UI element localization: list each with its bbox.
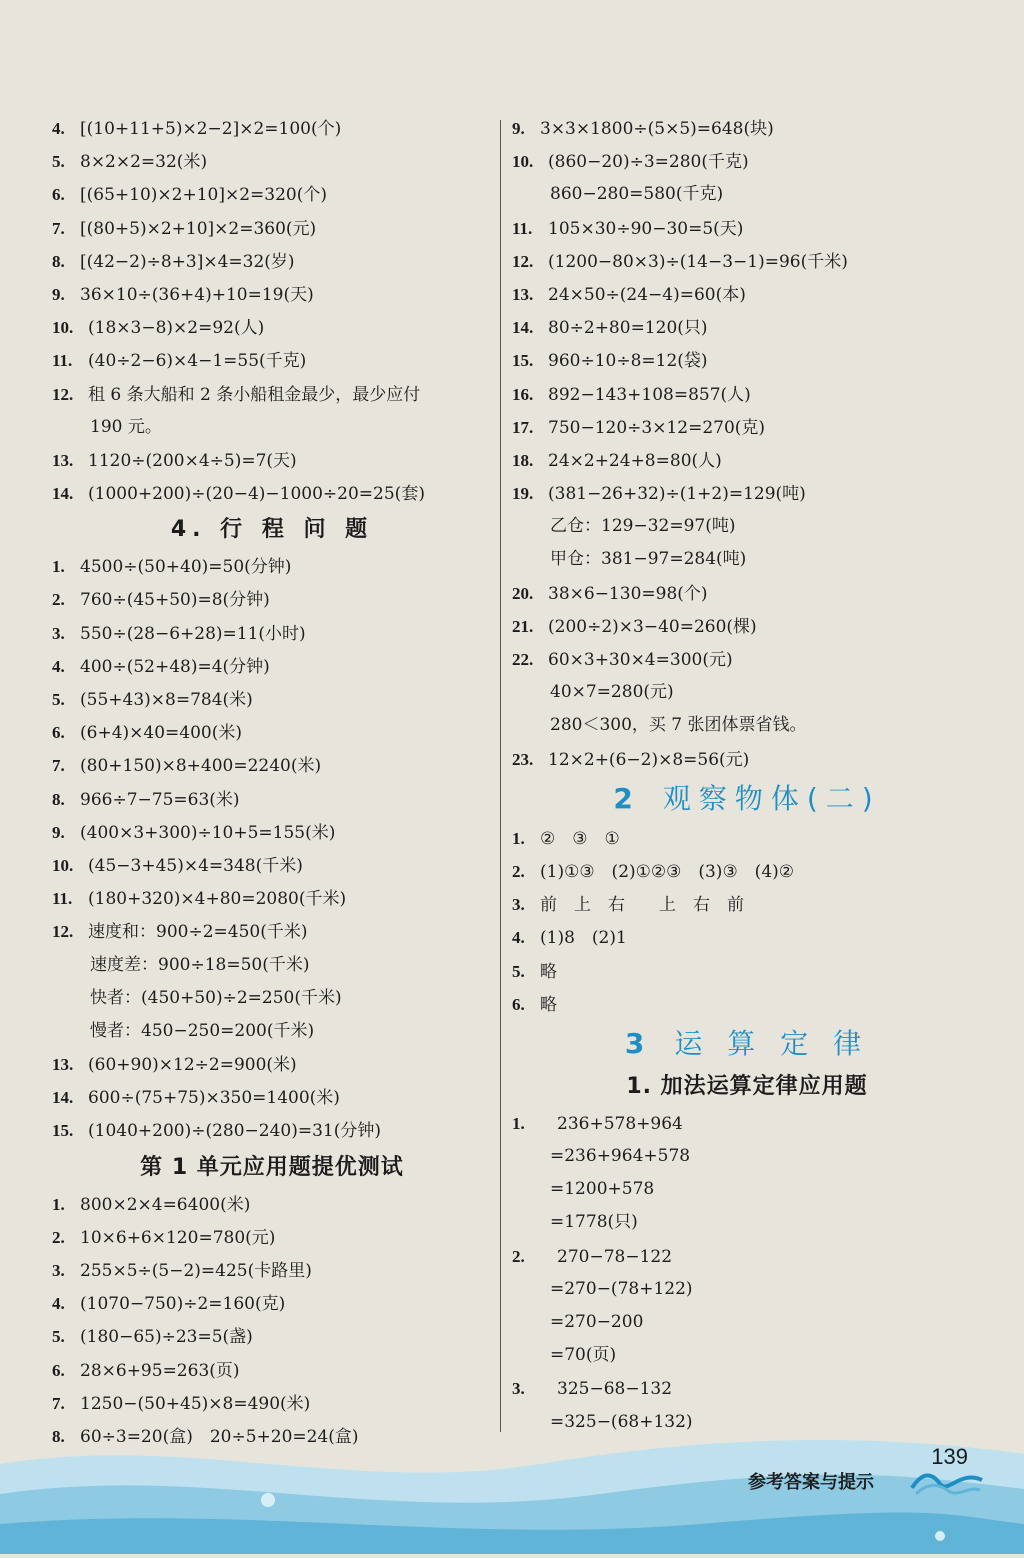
chapter-title: 观察物体(二) [662,781,881,815]
answer-text: 前 上 右 上 右 前 [540,895,744,916]
answer-text: =70(页) [550,1345,617,1366]
answer-number: 11. [512,218,533,238]
answer-text: 800×2×4=6400(米) [80,1194,251,1215]
answer-number: 3. [512,1379,525,1399]
answer-line [512,1240,982,1273]
answer-number: 14. [512,318,534,338]
answer-text: =236+964+578 [550,1146,691,1167]
answer-number: 12. [52,922,74,942]
answer-number: 9. [52,284,65,304]
answer-text: 速度和：900÷2=450(千米) [88,922,308,943]
answer-text: (180−65)÷23=5(盏) [80,1327,253,1348]
answer-line [512,178,982,211]
answer-text: 乙仓：129−32=97(吨) [550,516,736,537]
answer-text: 快者：(450+50)÷2=250(千米) [90,987,342,1008]
answer-text: (1040+200)÷(280−240)=31(分钟) [88,1121,382,1142]
column-divider [500,120,501,1432]
answer-line [52,1320,492,1353]
answer-line [52,650,492,683]
chapter-heading-observing-objects [512,776,982,822]
answer-number: 3. [512,895,525,915]
answer-line [512,278,982,311]
answer-number: 2. [52,590,65,610]
answer-line [512,676,982,709]
answer-line [52,344,492,377]
answer-number: 13. [512,284,534,304]
answer-text: [(65+10)×2+10]×2=320(个) [80,185,327,206]
answer-text: 236+578+964 [540,1113,683,1134]
answer-text: 慢者：450−250=200(千米) [90,1020,315,1041]
footer-title: 参考答案与提示 [748,1472,874,1493]
chapter-title: 运 算 定 律 [674,1026,870,1060]
answer-line [512,743,982,776]
answer-number: 21. [512,616,534,636]
answer-text: 1120÷(200×4÷5)=7(天) [88,450,297,471]
answer-text: 10×6+6×120=780(元) [80,1227,276,1248]
answer-text: 1250−(50+45)×8=490(米) [80,1393,311,1414]
page-number: 139 [931,1444,968,1469]
answer-line [512,344,982,377]
answer-number: 11. [52,351,73,371]
answer-text: 60×3+30×4=300(元) [548,650,733,670]
answer-number: 14. [52,1088,74,1108]
answer-line [52,1254,492,1287]
answer-number: 15. [512,351,534,371]
answer-text: 270−78−122 [540,1246,673,1267]
answer-text: (18×3−8)×2=92(人) [88,318,265,339]
answer-number: 4. [52,656,65,676]
answer-number: 4. [512,928,525,948]
answer-line [52,1015,492,1048]
answer-text: 3×3×1800÷(5×5)=648(块) [540,119,774,139]
footer-wave-band [0,1424,1024,1554]
answer-number: 7. [52,756,65,776]
answer-line [512,1140,982,1173]
answer-line [512,212,982,245]
left-answers-continued [52,112,492,510]
answer-number: 2. [512,1246,525,1266]
answer-line [52,915,492,948]
answer-number: 20. [512,583,534,603]
answer-line [512,444,982,477]
answer-line [512,1306,982,1339]
answer-number: 13. [52,450,74,470]
answer-text: (1070−750)÷2=160(克) [80,1294,286,1315]
answer-number: 4. [52,119,65,138]
answer-text: (200÷2)×3−40=260(棵) [548,616,757,637]
answer-line [512,1107,982,1140]
answer-number: 4. [52,1294,65,1314]
answer-text: 750−120÷3×12=270(克) [548,417,766,438]
answer-text: 28×6+95=263(页) [80,1360,240,1381]
answer-line [52,1387,492,1420]
answer-line [52,749,492,782]
answer-line [512,988,982,1021]
answer-line [52,112,492,145]
answer-line [52,477,492,510]
answer-text: (860−20)÷3=280(千克) [548,152,749,173]
answer-number: 1. [512,1113,525,1133]
answer-line [52,444,492,477]
answer-line [52,716,492,749]
answer-line [52,1048,492,1081]
answer-text: (55+43)×8=784(米) [80,690,253,710]
answer-line [512,145,982,178]
answer-line [52,311,492,344]
answer-text: 600÷(75+75)×350=1400(米) [88,1088,340,1109]
answer-line [512,1339,982,1372]
answer-text: 36×10÷(36+4)+10=19(天) [80,284,314,305]
answer-text: 960÷10÷8=12(袋) [548,351,708,372]
answer-line [52,882,492,915]
answer-number: 3. [52,1261,65,1280]
answer-line [52,212,492,245]
unit1-test-answers [52,1188,492,1454]
answer-line [52,278,492,311]
answer-text: 略 [540,961,557,982]
answer-text: (1)8 (2)1 [540,928,627,949]
answer-number: 6. [52,723,65,743]
answer-text: 325−68−132 [540,1379,673,1400]
answer-line [512,510,982,543]
answer-line [52,550,492,583]
section-heading-travel-problems: 4. 行 程 问 题 [170,517,374,543]
answer-line [512,577,982,610]
answer-text: =325−(68+132) [550,1411,693,1432]
answer-text: 400÷(52+48)=4(分钟) [80,656,270,677]
answer-number: 12. [512,251,534,271]
answer-line [512,411,982,444]
answer-line [512,955,982,988]
answer-number: 6. [512,994,525,1014]
answer-number: 8. [52,789,65,809]
answer-text: 550÷(28−6+28)=11(小时) [80,623,306,644]
answer-text: 892−143+108=857(人) [548,384,751,405]
answer-line [512,477,982,510]
answer-number: 11. [52,889,73,909]
chapter-number: 2 [613,781,641,815]
answer-line [52,1188,492,1221]
answer-text: 966÷7−75=63(米) [80,789,240,810]
answer-text: 105×30÷90−30=5(天) [548,218,744,239]
answer-line [52,378,492,411]
answer-number: 1. [52,557,65,577]
answer-number: 8. [52,1426,65,1446]
answer-number: 10. [512,152,534,172]
answer-number: 8. [52,251,65,271]
answer-text: =1200+578 [550,1179,655,1200]
answer-line [52,411,492,444]
answer-number: 18. [512,450,534,470]
answer-line [512,311,982,344]
left-column [52,112,492,1453]
answer-number: 16. [512,384,534,404]
right-column [512,112,982,1439]
answer-number: 14. [52,484,74,504]
answer-text: 280＜300，买 7 张团体票省钱。 [550,715,807,736]
answer-text: ② ③ ① [540,828,620,849]
answer-line [52,683,492,716]
answer-line [52,783,492,816]
answer-line [512,1173,982,1206]
answer-text: [(42−2)÷8+3]×4=32(岁) [80,251,295,272]
answer-text: 4500÷(50+40)=50(分钟) [80,557,292,578]
answer-text: =270−(78+122) [550,1278,693,1299]
answer-text: 8×2×2=32(米) [80,152,208,173]
answer-line [52,982,492,1015]
answer-line [512,888,982,921]
answer-number: 9. [512,119,525,138]
answer-line [52,949,492,982]
answer-line [52,145,492,178]
answer-number: 2. [52,1227,65,1247]
answer-line [512,822,982,855]
answer-text: 甲仓：381−97=284(吨) [550,549,747,570]
observing-objects-answers [512,822,982,1021]
answer-number: 22. [512,650,534,669]
answer-line [52,245,492,278]
answer-line [512,1273,982,1306]
answer-text: 12×2+(6−2)×8=56(元) [548,749,750,770]
answer-text: 60÷3=20(盒) 20÷5+20=24(盒) [80,1426,359,1447]
answer-text: (45−3+45)×4=348(千米) [88,855,303,876]
answer-text: 80÷2+80=120(只) [548,318,708,339]
answer-line [512,245,982,278]
answer-line [52,816,492,849]
answer-text: (1000+200)÷(20−4)−1000÷20=25(套) [88,484,425,505]
answer-text: 40×7=280(元) [550,682,674,703]
answer-text: (381−26+32)÷(1+2)=129(吨) [548,484,806,505]
answer-line [52,1221,492,1254]
answer-text: [(80+5)×2+10]×2=360(元) [80,218,317,239]
answer-text: (180+320)×4+80=2080(千米) [88,889,347,910]
right-answers-continued [512,112,982,776]
answer-number: 23. [512,749,534,769]
answer-line [512,112,982,145]
answer-number: 10. [52,855,74,875]
section-heading-addition-laws: 1. 加法运算定律应用题 [626,1073,868,1099]
answer-text: =1778(只) [550,1212,638,1233]
answer-number: 17. [512,417,534,437]
answer-number: 7. [52,1393,65,1413]
answer-line [52,849,492,882]
answer-line [52,1081,492,1114]
answer-text: (400×3+300)÷10+5=155(米) [80,822,336,843]
answer-text: 速度差：900÷18=50(千米) [90,954,310,975]
answer-number: 12. [52,384,74,404]
answer-line [512,643,982,676]
answer-number: 10. [52,318,74,338]
answer-line [52,1114,492,1147]
answer-number: 5. [52,152,65,172]
answer-text: 租 6 条大船和 2 条小船租金最少，最少应付 [88,384,421,405]
answer-line [512,1372,982,1405]
answer-line [512,1206,982,1239]
answer-number: 1. [52,1194,65,1214]
answer-line [52,178,492,211]
answer-number: 7. [52,218,65,238]
answer-line [52,583,492,616]
answer-line [512,855,982,888]
answer-number: 3. [52,623,65,643]
answer-line [52,1354,492,1387]
answer-text: (6+4)×40=400(米) [80,723,242,744]
answer-line [512,378,982,411]
answer-line [52,617,492,650]
answer-text: 190 元。 [90,416,162,437]
answer-text: 24×2+24+8=80(人) [548,450,722,471]
answer-text: 860−280=580(千克) [550,184,724,205]
answer-number: 5. [52,690,65,709]
answer-number: 2. [512,861,525,881]
answer-text: [(10+11+5)×2−2]×2=100(个) [80,119,342,139]
answer-line [512,543,982,576]
answer-number: 19. [512,484,534,504]
answer-text: =270−200 [550,1312,644,1332]
answer-line [512,610,982,643]
answer-number: 5. [512,961,525,981]
answer-text: 24×50÷(24−4)=60(本) [548,284,746,305]
answer-number: 15. [52,1121,74,1141]
chapter-number: 3 [624,1026,653,1060]
answer-text: (1)①③ (2)①②③ (3)③ (4)② [540,861,795,882]
answer-line [52,1287,492,1320]
answer-number: 9. [52,822,65,842]
answer-text: (80+150)×8+400=2240(米) [80,756,322,777]
chapter-heading-operation-laws [512,1021,982,1067]
answer-number: 6. [52,1360,65,1380]
answer-number: 6. [52,185,65,205]
wave-decoration-icon [910,1466,984,1496]
answer-text: 略 [540,994,557,1015]
addition-laws-answers [512,1107,982,1439]
answer-text: 760÷(45+50)=8(分钟) [80,590,270,611]
answer-text: (60+90)×12÷2=900(米) [88,1055,297,1076]
answer-number: 13. [52,1055,74,1075]
travel-problems-answers [52,550,492,1147]
answer-text: (1200−80×3)÷(14−3−1)=96(千米) [548,251,848,272]
answer-text: (40÷2−6)×4−1=55(千克) [88,351,307,372]
answer-line [512,921,982,954]
answer-text: 38×6−130=98(个) [548,583,708,604]
section-heading-unit1-test: 第 1 单元应用题提优测试 [140,1154,404,1180]
answer-line [512,709,982,742]
answer-number: 1. [512,828,525,848]
answer-text: 255×5÷(5−2)=425(卡路里) [80,1261,312,1281]
answer-number: 5. [52,1327,65,1347]
